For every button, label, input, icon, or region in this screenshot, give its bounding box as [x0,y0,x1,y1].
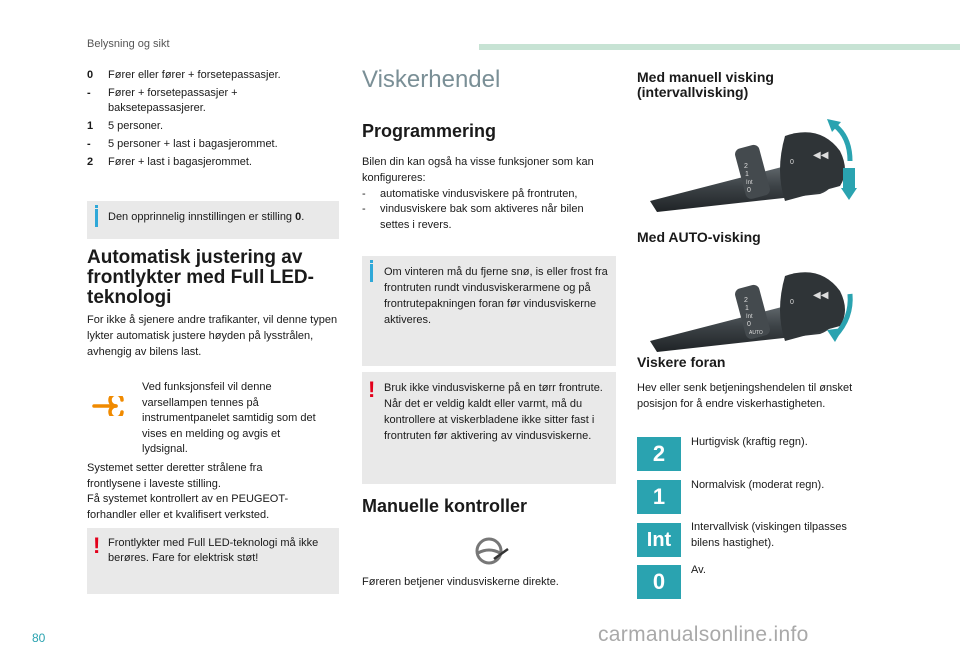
stalk-label-one: 1 [745,171,749,178]
auto-adjust-paragraph: For ikke å sjenere andre trafikanter, vil denne typen lykter automatisk justere høyden på lysstrålen, avhengig av bilens last. [87,314,338,358]
fault-paragraph: Ved funksjonsfeil vil denne varsellampen tennes på instrumentpanelet samtidig som det vises en melding og avgis et lydsignal. [142,381,316,455]
speed-badge-1: 1 [637,480,681,514]
speed-text-0: Av. [691,564,706,576]
speed-badge-2: 2 [637,437,681,471]
stalk-label-zero: 0 [747,321,751,328]
stalk-label-int: Int [746,180,753,186]
manual-controls-title: Manuelle kontroller [362,496,528,516]
list-item: 0 Fører eller fører + forsetepassasjer. [87,69,281,81]
front-wipers-paragraph: Hev eller senk betjeningshendelen til ønsket posisjon for å endre viskerhastigheten. [637,382,853,410]
steering-wheel-icon [474,535,510,567]
speed-badge-int: Int [637,523,681,557]
svg-text:◀◀: ◀◀ [813,150,829,161]
info-icon [95,209,98,227]
front-wipers-title: Viskere foran [637,354,726,370]
programming-intro: Bilen din kan også ha visse funksjoner som kan konfigureres: [362,156,594,184]
auto-wiping-title: Med AUTO-visking [637,229,761,245]
header-bar [479,44,960,50]
info-box-default: Den opprinnelig innstillingen er stilling 0. [87,201,339,239]
speed-text-int: Intervallvisk (viskingen tilpasses bilens hastighet). [691,521,847,549]
speed-text-2: Hurtigvisk (kraftig regn). [691,436,808,448]
warning-box-dry: ! Bruk ikke vindusviskerne på en tørr frontrute. Når det er veldig kaldt eller varmt, må du kontrollere at viskerbladene ikke sitter fast i frontruten før aktivering av vindusviskerne. [362,372,616,484]
stalk-label-int: Int [746,314,753,320]
dealer-check-paragraph: Få systemet kontrollert av en PEUGEOT-forhandler eller et kvalifisert verksted. [87,493,289,521]
programming-item: - automatiske vindusviskere på frontruten, [362,188,578,200]
stalk-label-two: 2 [744,297,748,304]
wiper-stalk-interval-image [645,116,860,212]
svg-text:◀◀: ◀◀ [813,290,829,301]
info-icon [370,264,373,282]
lowest-position-paragraph: Systemet setter deretter strålene fra frontlysene i laveste stilling. [87,462,263,490]
warning-box-led: ! Frontlykter med Full LED-teknologi må ikke berøres. Fare for elektrisk støt! [87,528,339,594]
load-list [87,68,337,173]
stalk-label-zero: 0 [790,299,794,306]
speed-badge-0: 0 [637,565,681,599]
stalk-label-one: 1 [745,305,749,312]
wiper-stalk-auto-image [645,256,860,352]
programming-title: Programmering [362,121,497,141]
list-item: - 5 personer + last i bagasjerommet. [87,138,278,150]
auto-adjust-title: Automatisk justering av frontlykter med Full LED-teknologi [87,247,314,308]
warning-icon: ! [368,377,376,402]
warning-icon: ! [93,533,101,558]
page-number: 80 [32,631,46,645]
manual-controls-text: Føreren betjener vindusviskerne direkte. [362,576,559,588]
stalk-label-two: 2 [744,163,748,170]
speed-text-1: Normalvisk (moderat regn). [691,479,825,491]
manual-interval-title: Med manuell visking (intervallvisking) [637,69,774,100]
list-item: - Fører + forsetepassasjer + baksetepassasjerer. [87,87,238,114]
stalk-label-zero: 0 [747,187,751,194]
stalk-label-zero: 0 [790,159,794,166]
programming-item: - vindusviskere bak som aktiveres når bilen settes i revers. [362,203,584,231]
watermark: carmanualsonline.info [598,623,809,646]
list-item: 1 5 personer. [87,120,164,132]
section-title: Viskerhendel [362,66,501,93]
running-header: Belysning og sikt [87,38,170,50]
list-item: 2 Fører + last i bagasjerommet. [87,156,252,168]
stalk-label-auto: AUTO [749,330,763,336]
wrench-icon [92,396,126,416]
info-box-winter: Om vinteren må du fjerne snø, is eller frost fra frontruten rundt vindusviskerarmene og på frontrutepakningen foran før vindusviskerne aktiveres. [362,256,616,366]
